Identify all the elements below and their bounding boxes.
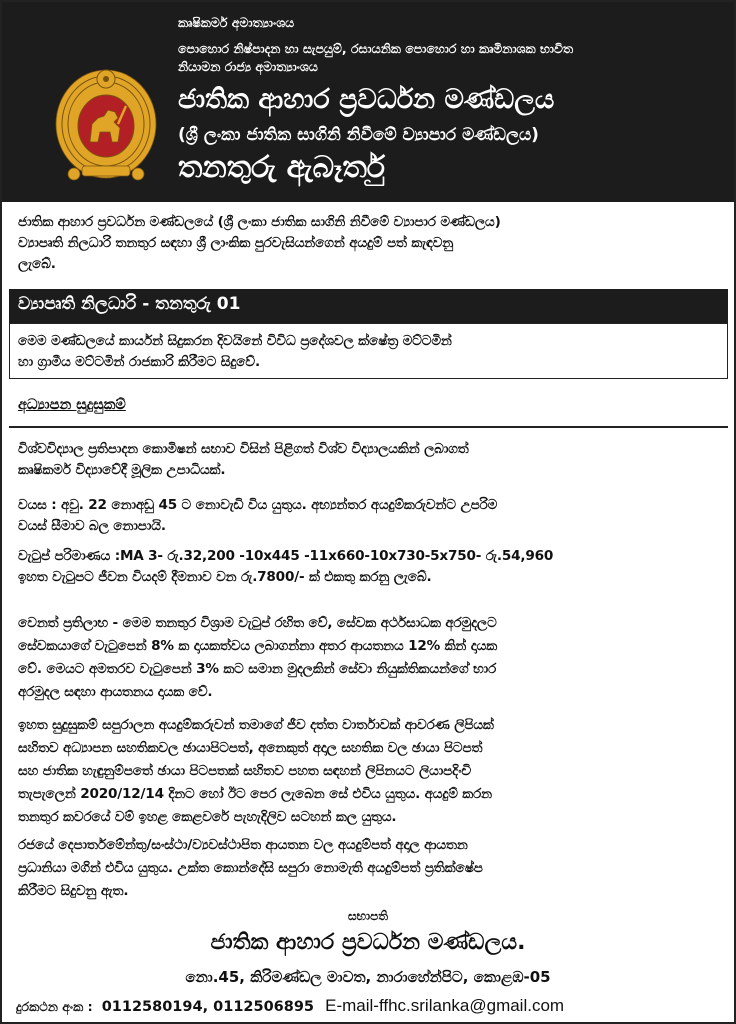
ministry-name: කෘෂිකර්ම අමාත්‍යාංශය	[178, 15, 295, 30]
phone-numbers: 0112580194, 0112506895	[101, 999, 315, 1015]
footer-organization-name: ජාතික ආහාර ප්‍රවර්ධන මණ්ඩලය.	[210, 930, 526, 955]
email-address: E-mail-ffhc.srilanka@gmail.com	[325, 996, 565, 1015]
position-desc-line-2: හා ග්‍රාමීය මට්ටමින් රාජකාරි කිරීමට සිදුවේ.	[18, 354, 260, 370]
salary-line-1: වැටුප් පරිමාණය :MA 3- රු.32,200 -10x445 -11x660-10x730-5x750- රු.54,960	[18, 548, 554, 564]
intro-line-2: ව්‍යාපෘති නිලධාරි තනතුර සඳහා ශ්‍රී ලාංකික පුරවැසියන්ගෙන් අයදුම් පත් කැඳවනු	[18, 235, 454, 251]
position-title-bar	[9, 289, 728, 323]
phone-label: දුරකථන අංක :	[16, 999, 93, 1014]
govt-line-1: රජයේ දෙපාර්තමේන්තු/සංස්ථා/ව්‍යවස්ථාපිත ආයතන වල අයදුම්පත් අදාල ආයතන	[18, 837, 468, 853]
apply-line-1: ඉහත සුදුසුකම් සපුරාලන අයදුම්කරුවන් තමාගේ ජීව දත්ත වාර්තාවක් ආවරණ ලිපියක්	[18, 717, 494, 733]
govt-line-3: කිරීමට සිදුවනු ඇත.	[18, 883, 129, 899]
intro-line-3: ලැබේ.	[18, 256, 56, 272]
organization-name: ජාතික ආහාර ප්‍රවර්ධන මණ්ඩලය	[178, 84, 555, 115]
header-banner	[2, 2, 734, 202]
benefits-line-1: වෙනත් ප්‍රතිලාභ - මෙම තනතුර විශ්‍රාම වැටුප් රහිත වේ, සේවක අර්ථසාධක අරමුදලට	[18, 615, 497, 631]
qualification-line-1: විශ්වවිද්‍යාල ප්‍රතිපාදන කොමිෂන් සභාව විසින් පිළිගත් විශ්ව විද්‍යාලයකින් ලබාගත්	[18, 441, 469, 457]
salary-line-2: ඉහත වැටුපට ජීවන වියදම් දීමනාව වන රු.7800/- ක් එකතු කරනු ලැබේ.	[18, 569, 432, 585]
position-title: ව්‍යාපෘති නිලධාරි - තනතුරු 01	[18, 294, 241, 314]
state-ministry-line1: පොහොර නිෂ්පාදන හා සැපයුම්, රසායනික පොහොර හා කෘමිනාශක භාවිත	[178, 41, 574, 56]
benefits-line-2: සේවකයාගේ වැටුපෙන් 8% ක දායකත්වය ලබාගන්නා අතර ආයතනය 12% කින් දායක	[18, 638, 498, 654]
footer-contact-line	[16, 996, 564, 1016]
divider	[9, 426, 728, 428]
age-line-1: වයස : අවු. 22 නොඅඩු 45 ට නොවැඩි විය යුතුය. අභ්‍යන්තර අයදුම්කරුවන්ට උපරිම	[18, 497, 498, 513]
apply-line-5: තනතුර කවරයේ වම් ඉහළ කෙළවරේ පැහැදිලිව සටහන් කල යුතුය.	[18, 809, 397, 825]
state-ministry-line2: නියාමන රාජ්‍ය අමාත්‍යාංශය	[178, 59, 318, 74]
vacancies-title: තනතුරු ඇබෑර්තු	[178, 150, 385, 185]
sri-lanka-emblem-icon	[52, 66, 160, 188]
apply-line-2: සහිතව අධ්‍යාපන සහතිකවල ඡායාපිටපත්, අනෙකුත් අදාල සහතික වල ඡායා පිටපත්	[18, 740, 483, 756]
age-line-2: වයස් සීමාව බල නොපායි.	[18, 518, 166, 534]
benefits-line-4: අරමුදල සඳහා ආයතනය දායක වේ.	[18, 684, 213, 700]
apply-line-4: තැපැලෙන් 2020/12/14 දිනට හෝ ඊට පෙර ලැබෙන සේ එවිය යුතුය. අයදුම් කරන	[18, 786, 492, 802]
qualifications-heading: අධ්‍යාපන සුදුසුකම්	[18, 397, 126, 413]
footer-address: නො.45, කිරිමණ්ඩල මාවත, නාරාහේන්පිට, කොළඹ-05	[185, 968, 551, 986]
apply-line-3: සහ ජාතික හැඳුනුම්පතේ ඡායා පිටපතක් සහිතව පහත සඳහන් ලිපිනයට ලියාපදිංචි	[18, 763, 472, 779]
qualification-line-2: කෘෂිකර්ම විද්‍යාවේදී මූලික උපාධියක්.	[18, 462, 226, 478]
organization-former-name: (ශ්‍රී ලංකා ජාතික සාගිනි නිවීමේ ව්‍යාපාර මණ්ඩලය)	[178, 125, 539, 145]
benefits-line-3: වේ. මෙයට අමතරව වැටුපෙන් 3% කට සමාන මුදලකින් සේවා නියුක්තිකයන්ගේ භාර	[18, 661, 497, 677]
position-desc-line-1: මෙම මණ්ඩලයේ කාර්යන් සිදුකරන දිවයිනේ විවිධ ප්‍රදේශවල ක්ෂේත්‍ර මට්ටමින්	[18, 333, 452, 349]
intro-line-1: ජාතික ආහාර ප්‍රවර්ධන මණ්ඩලයේ (ශ්‍රී ලංකා ජාතික සාගිනි නිවීමේ ව්‍යාපාර මණ්ඩලය)	[18, 214, 501, 230]
chairman-label: සභාපති	[348, 909, 388, 923]
govt-line-2: ප්‍රධානියා මගින් එවිය යුතුය. උක්ත කොන්දේසි සපුරා නොමැති අයදුම්පත් ප්‍රතික්ෂේප	[18, 860, 483, 876]
